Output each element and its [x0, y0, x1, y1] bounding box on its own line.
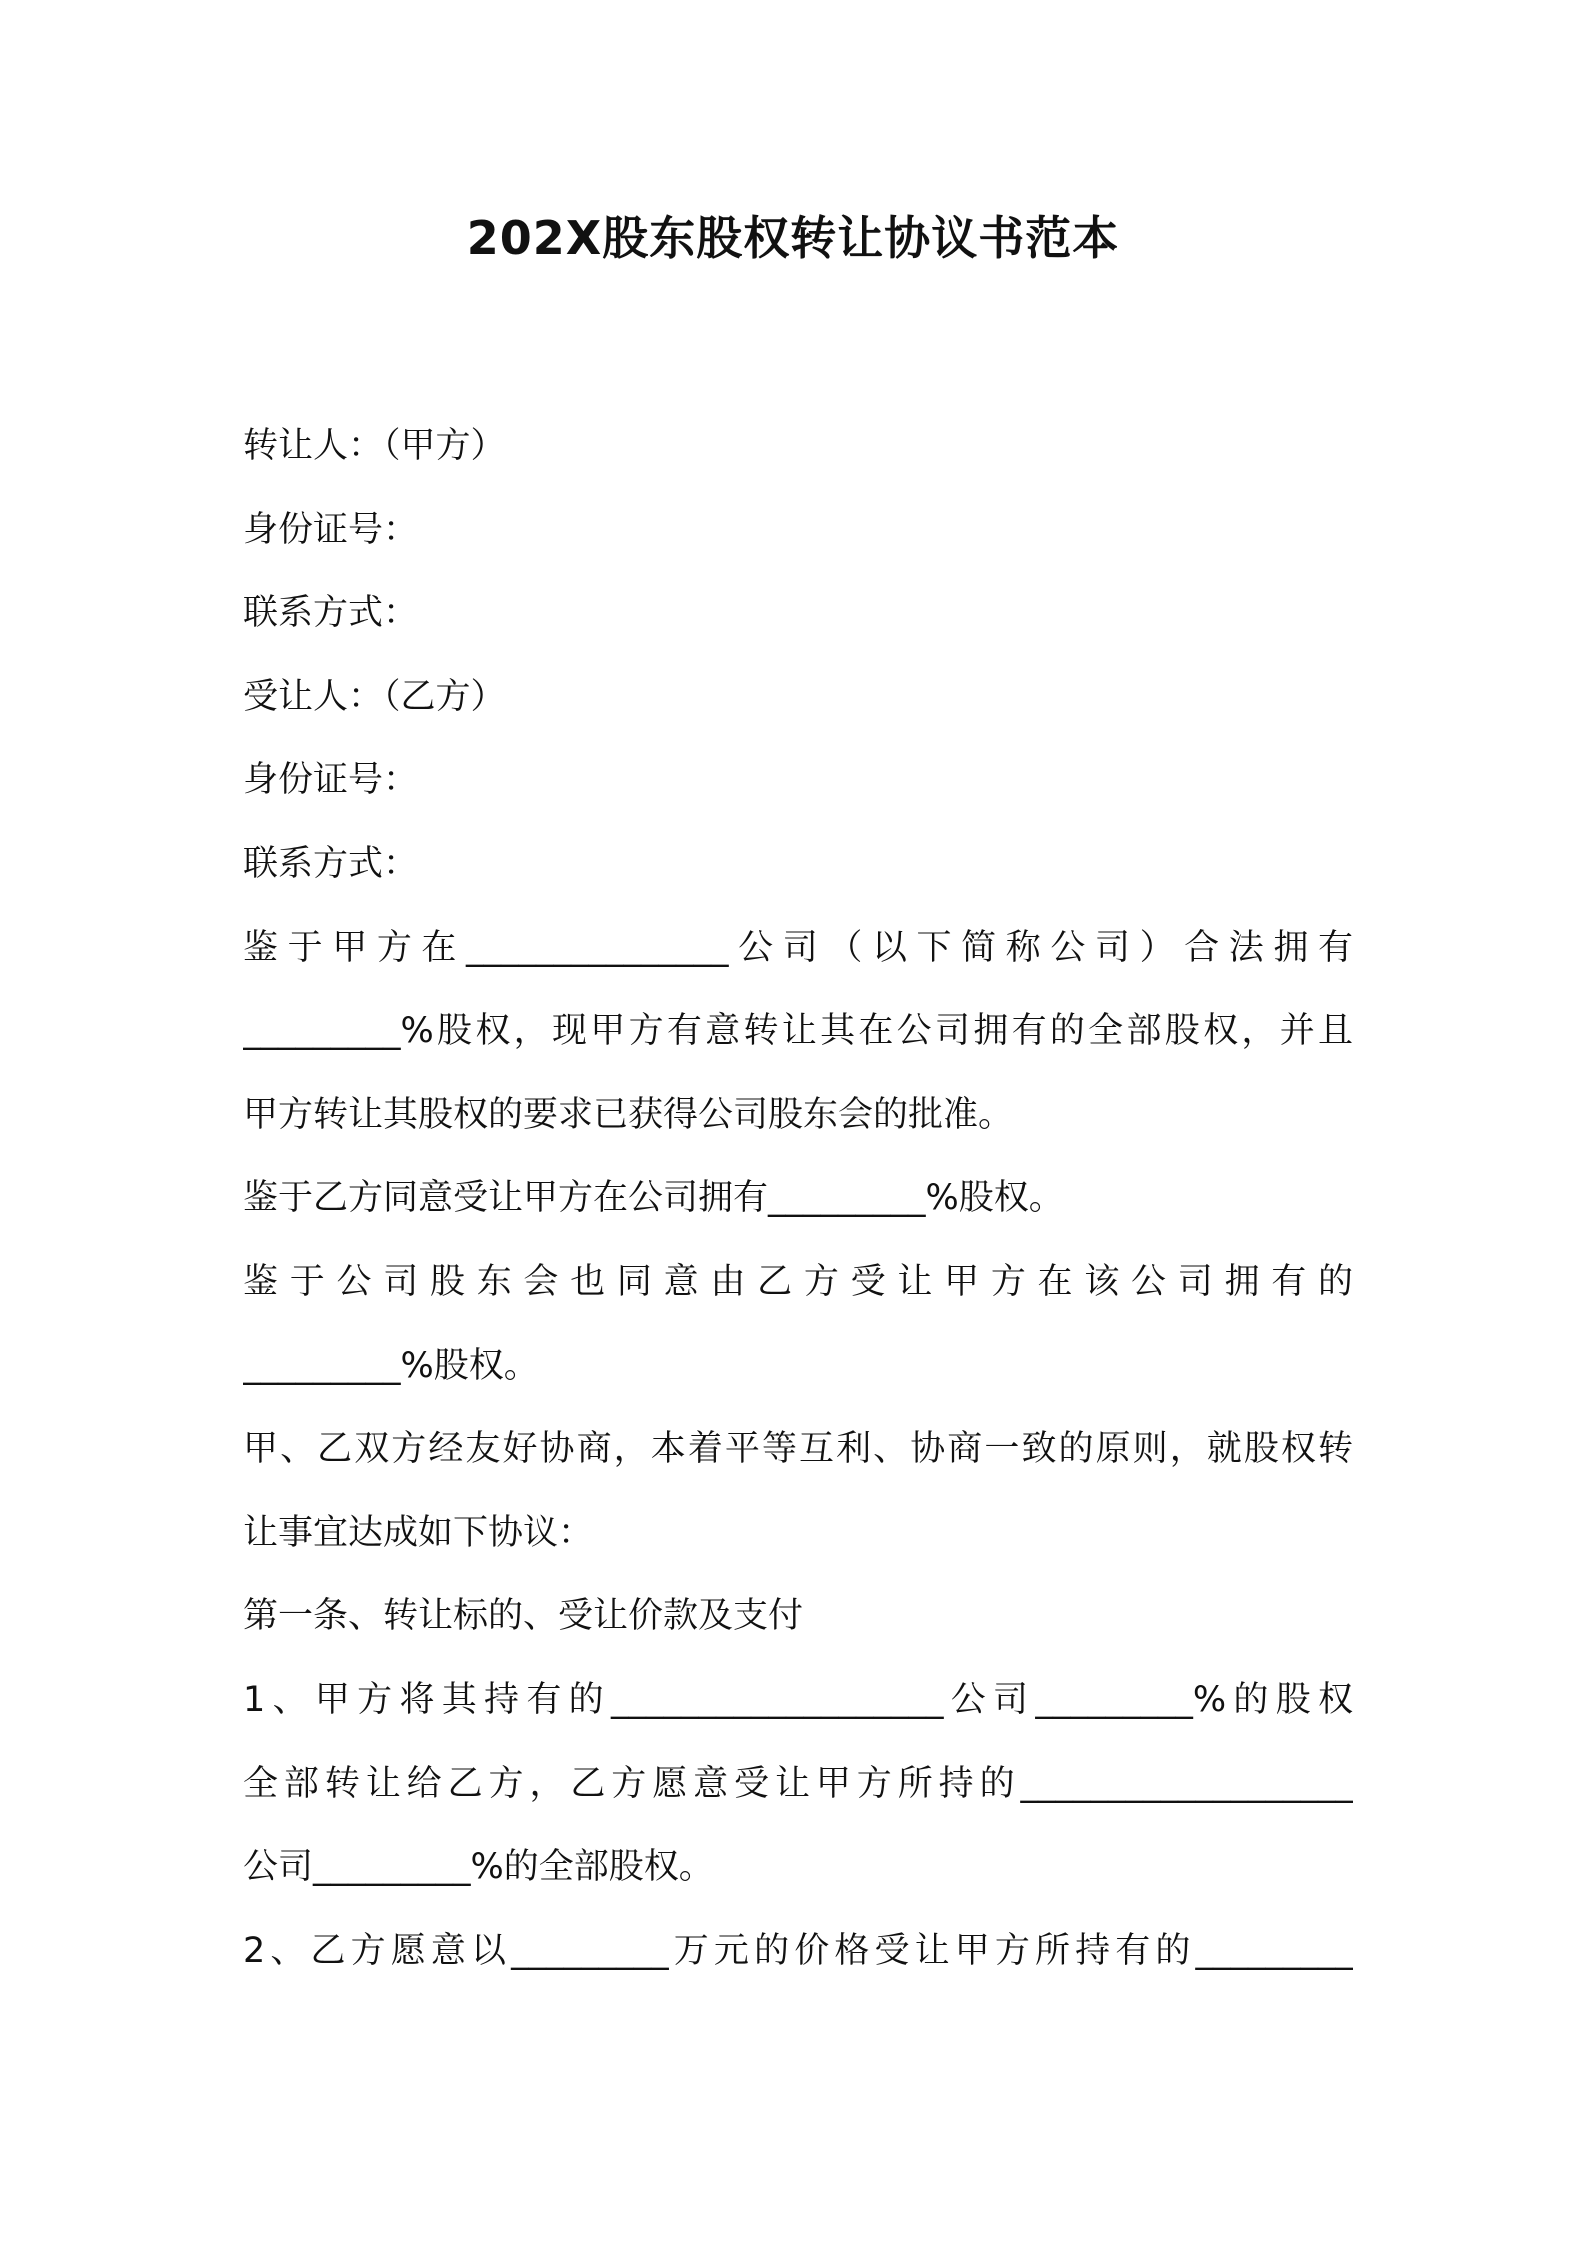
document-title: 202X股东股权转让协议书范本: [466, 211, 1120, 265]
clause-line: 公司_________%的全部股权。: [243, 1847, 714, 1888]
transferor-label: 转让人：（甲方）: [243, 426, 506, 466]
recital-paragraph-line: 鉴于乙方同意受让甲方在公司拥有_________%股权。: [243, 1178, 1064, 1219]
transferor-id-label: 身份证号：: [243, 509, 419, 550]
recital-paragraph-line: 鉴于甲方在_______________公司（以下简称公司）合法拥有: [243, 927, 1353, 968]
clause-line: 全部转让给乙方，乙方愿意受让甲方所持的___________________: [243, 1763, 1353, 1804]
clause-line: 1、甲方将其持有的___________________公司_________%的股权: [243, 1679, 1353, 1720]
agreement-intro-line: 让事宜达成如下协议：: [243, 1512, 594, 1553]
transferee-id-label: 身份证号：: [243, 760, 419, 801]
recital-paragraph-line: 鉴于公司股东会也同意由乙方受让甲方在该公司拥有的: [243, 1261, 1353, 1302]
transferor-contact-label: 联系方式：: [243, 593, 419, 634]
article-heading: 第一条、转让标的、受让价款及支付: [243, 1596, 804, 1637]
document-body: [243, 405, 1353, 1993]
agreement-intro-line: 甲、乙双方经友好协商，本着平等互利、协商一致的原则，就股权转: [243, 1429, 1353, 1470]
recital-paragraph-line: _________%股权，现甲方有意转让其在公司拥有的全部股权，并且: [243, 1011, 1353, 1052]
clause-line: 2、乙方愿意以_________万元的价格受让甲方所持有的_________: [243, 1930, 1353, 1971]
transferee-label: 受让人：（乙方）: [243, 676, 506, 717]
transferee-contact-label: 联系方式：: [243, 843, 419, 884]
recital-paragraph-line: 甲方转让其股权的要求已获得公司股东会的批准。: [243, 1094, 1014, 1135]
recital-paragraph-line: _________%股权。: [243, 1345, 539, 1386]
